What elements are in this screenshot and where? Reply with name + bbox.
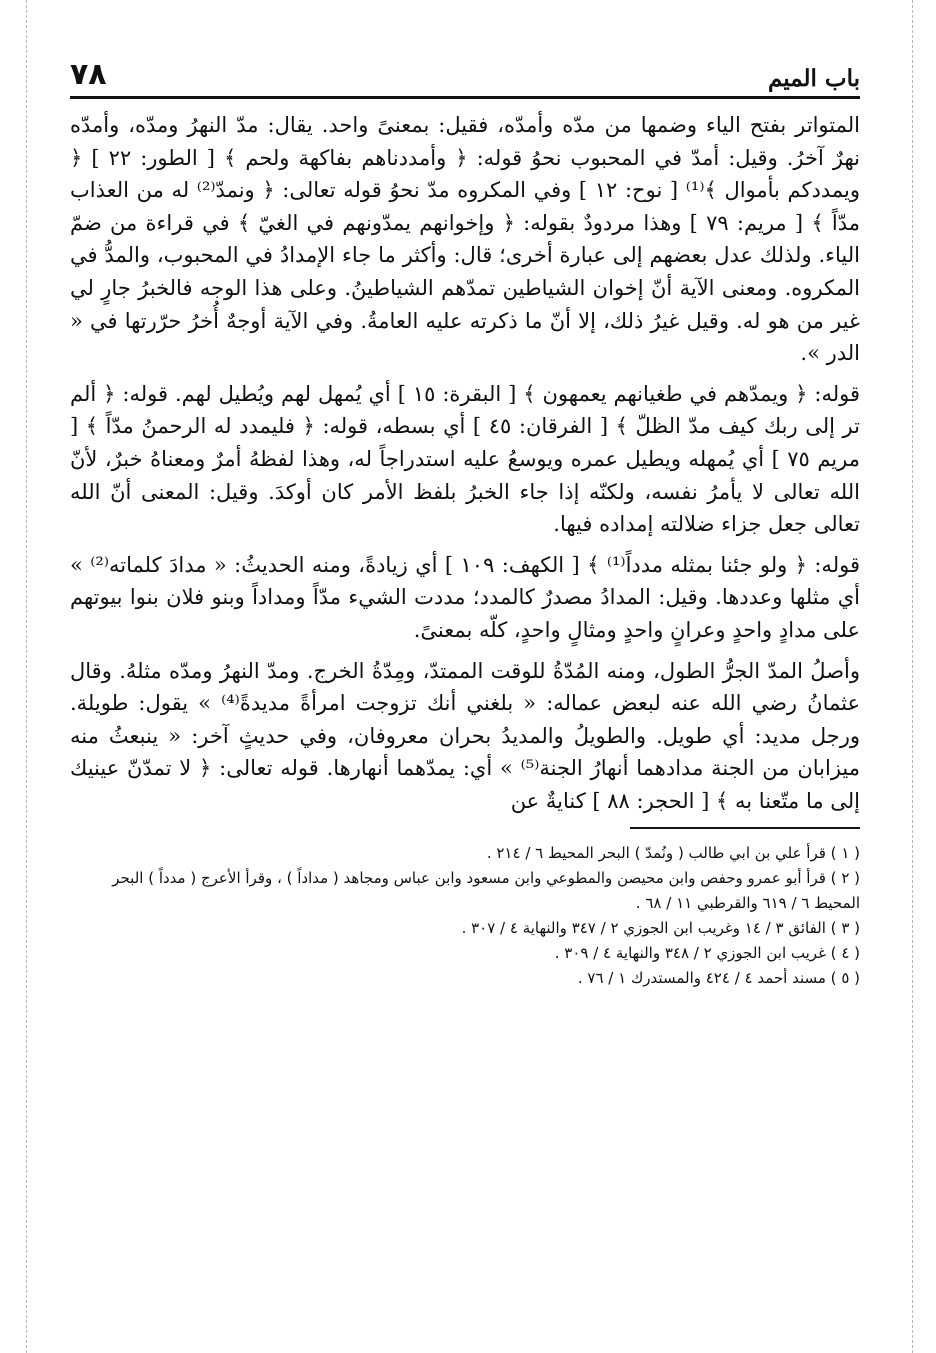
main-text xyxy=(70,109,860,817)
right-margin-guide xyxy=(912,0,913,1353)
left-margin-guide xyxy=(26,0,27,1353)
paragraph: قوله: ﴿ ولو جئنا بمثله مدداً⁽¹⁾ ﴾ [ الكهف: ١٠٩ ] أي زيادةً، ومنه الحديثُ: « مدادَ كلماته⁽²⁾ » أي مثلها وعددها. وقيل: المدادُ مصدرٌ كالمدد؛ مددت الشيء مدّاً ومداداً وبنو فلان بنوا بيوتهم على مدادٍ واحدٍ وعرانٍ واحدٍ ومثالٍ واحدٍ، كلّه بمعنىً. xyxy=(70,552,860,642)
footnotes xyxy=(70,841,860,991)
header-rule xyxy=(70,96,860,99)
footnote-separator xyxy=(630,827,860,829)
paragraph: المتواتر بفتح الياء وضمها من مدّه وأمدّه، فقيل: بمعنىً واحد. يقال: مدّ النهرُ ومدّه، وأمدّه نهرٌ آخرُ. وقيل: أمدّ في المحبوب نحوُ قوله: ﴿ وأمددناهم بفاكهة ولحم ﴾ [ الطور: ٢٢ ] ﴿ ويمددكم بأموال ﴾⁽¹⁾ [ نوح: ١٢ ] وفي المكروه مدّ نحوُ قوله تعالى: ﴿ ونمدّ⁽²⁾ له من العذاب مدّاً ﴾ [ مريم: ٧٩ ] وهذا مردودٌ بقوله: ﴿ وإخوانهم يمدّونهم في الغيّ ﴾ في قراءة من ضمّ الياء. ولذلك عدل بعضهم إلى عبارة أخرى؛ قال: وأكثر ما جاء الإمدادُ في المحبوب، والمدُّ في المكروه. ومعنى الآية أنّ إخوان الشياطين تمدّهم الشياطينُ. وعلى هذا الوجه فالخبرُ جارٍ لي غير من هو له. وقيل غيرُ ذلك، إلا أنّ ما ذكرته عليه العامةُ. وفي الآية أوجهٌ أُخرُ حرّرتها في « الدر ». xyxy=(70,113,861,366)
footnote-item: ( ٢ ) قرأ أبو عمرو وحفص وابن محيصن والمطوعي وابن مسعود وابن عباس ومجاهد ( مداداً ) ، وقرأ الأعرج ( مدداً ) البحر المحيط ٦ / ٦١٩ والقرطبي ١١ / ٦٨ . xyxy=(112,869,860,913)
paragraph: وأصلُ المدّ الجرُّ الطول، ومنه المُدّةُ للوقت الممتدّ، ومِدّةُ الخرج. ومدّ النهرُ ومدّه مثلهُ. وقال عثمانُ رضي الله عنه لبعض عماله: « بلغني أنك تزوجت امرأةً مديدةً⁽⁴⁾ » يقول: طويلة. ورجل مديد: أي طويل. والطويلُ والمديدُ بحران معروفان، وفي حديثٍ آخر: « ينبعثُ منه ميزابان من الجنة مدادهما أنهارُ الجنة⁽⁵⁾ » أي: يمدّهما أنهارها. قوله تعالى: ﴿ لا تمدّنّ عينيك إلى ما متّعنا به ﴾ [ الحجر: ٨٨ ] كنايةٌ عن xyxy=(70,658,860,813)
footnote-item: ( ٣ ) الفائق ٣ / ١٤ وغريب ابن الجوزي ٢ / ٣٤٧ والنهاية ٤ / ٣٠٧ . xyxy=(461,919,860,938)
footnote-item: ( ١ ) قرأ علي بن ابي طالب ( ونُمدّ ) البحر المحيط ٦ / ٢١٤ . xyxy=(486,844,860,863)
footnote-item: ( ٥ ) مسند أحمد ٤ / ٤٢٤ والمستدرك ١ / ٧٦ . xyxy=(577,969,860,988)
book-page xyxy=(70,48,860,991)
paragraph: قوله: ﴿ ويمدّهم في طغيانهم يعمهون ﴾ [ البقرة: ١٥ ] أي يُمهل لهم ويُطيل لهم. قوله: ﴿ ألم تر إلى ربك كيف مدّ الظلّ ﴾ [ الفرقان: ٤٥ ] أي بسطه، قوله: ﴿ فليمدد له الرحمنُ مدّاً ﴾ [ مريم ٧٥ ] أي يُمهله ويطيل عمره ويوسعُ عليه استدراجاً له، وهذا لفظهُ أمرٌ ومعناهُ خبرٌ، لأنّ الله تعالى لا يأمرُ نفسه، ولكنّه إذا جاء الخبرُ بلفظ الأمر كان أوكدَ. وقيل: المعنى أنّ الله تعالى جعل جزاء ضلالته إمداده فيها. xyxy=(70,381,861,537)
footnote-item: ( ٤ ) غريب ابن الجوزي ٢ / ٣٤٨ والنهاية ٤ / ٣٠٩ . xyxy=(554,944,860,963)
page-number: ٧٨ xyxy=(70,57,107,92)
chapter-title: باب الميم xyxy=(767,65,860,92)
page-header xyxy=(70,48,860,90)
